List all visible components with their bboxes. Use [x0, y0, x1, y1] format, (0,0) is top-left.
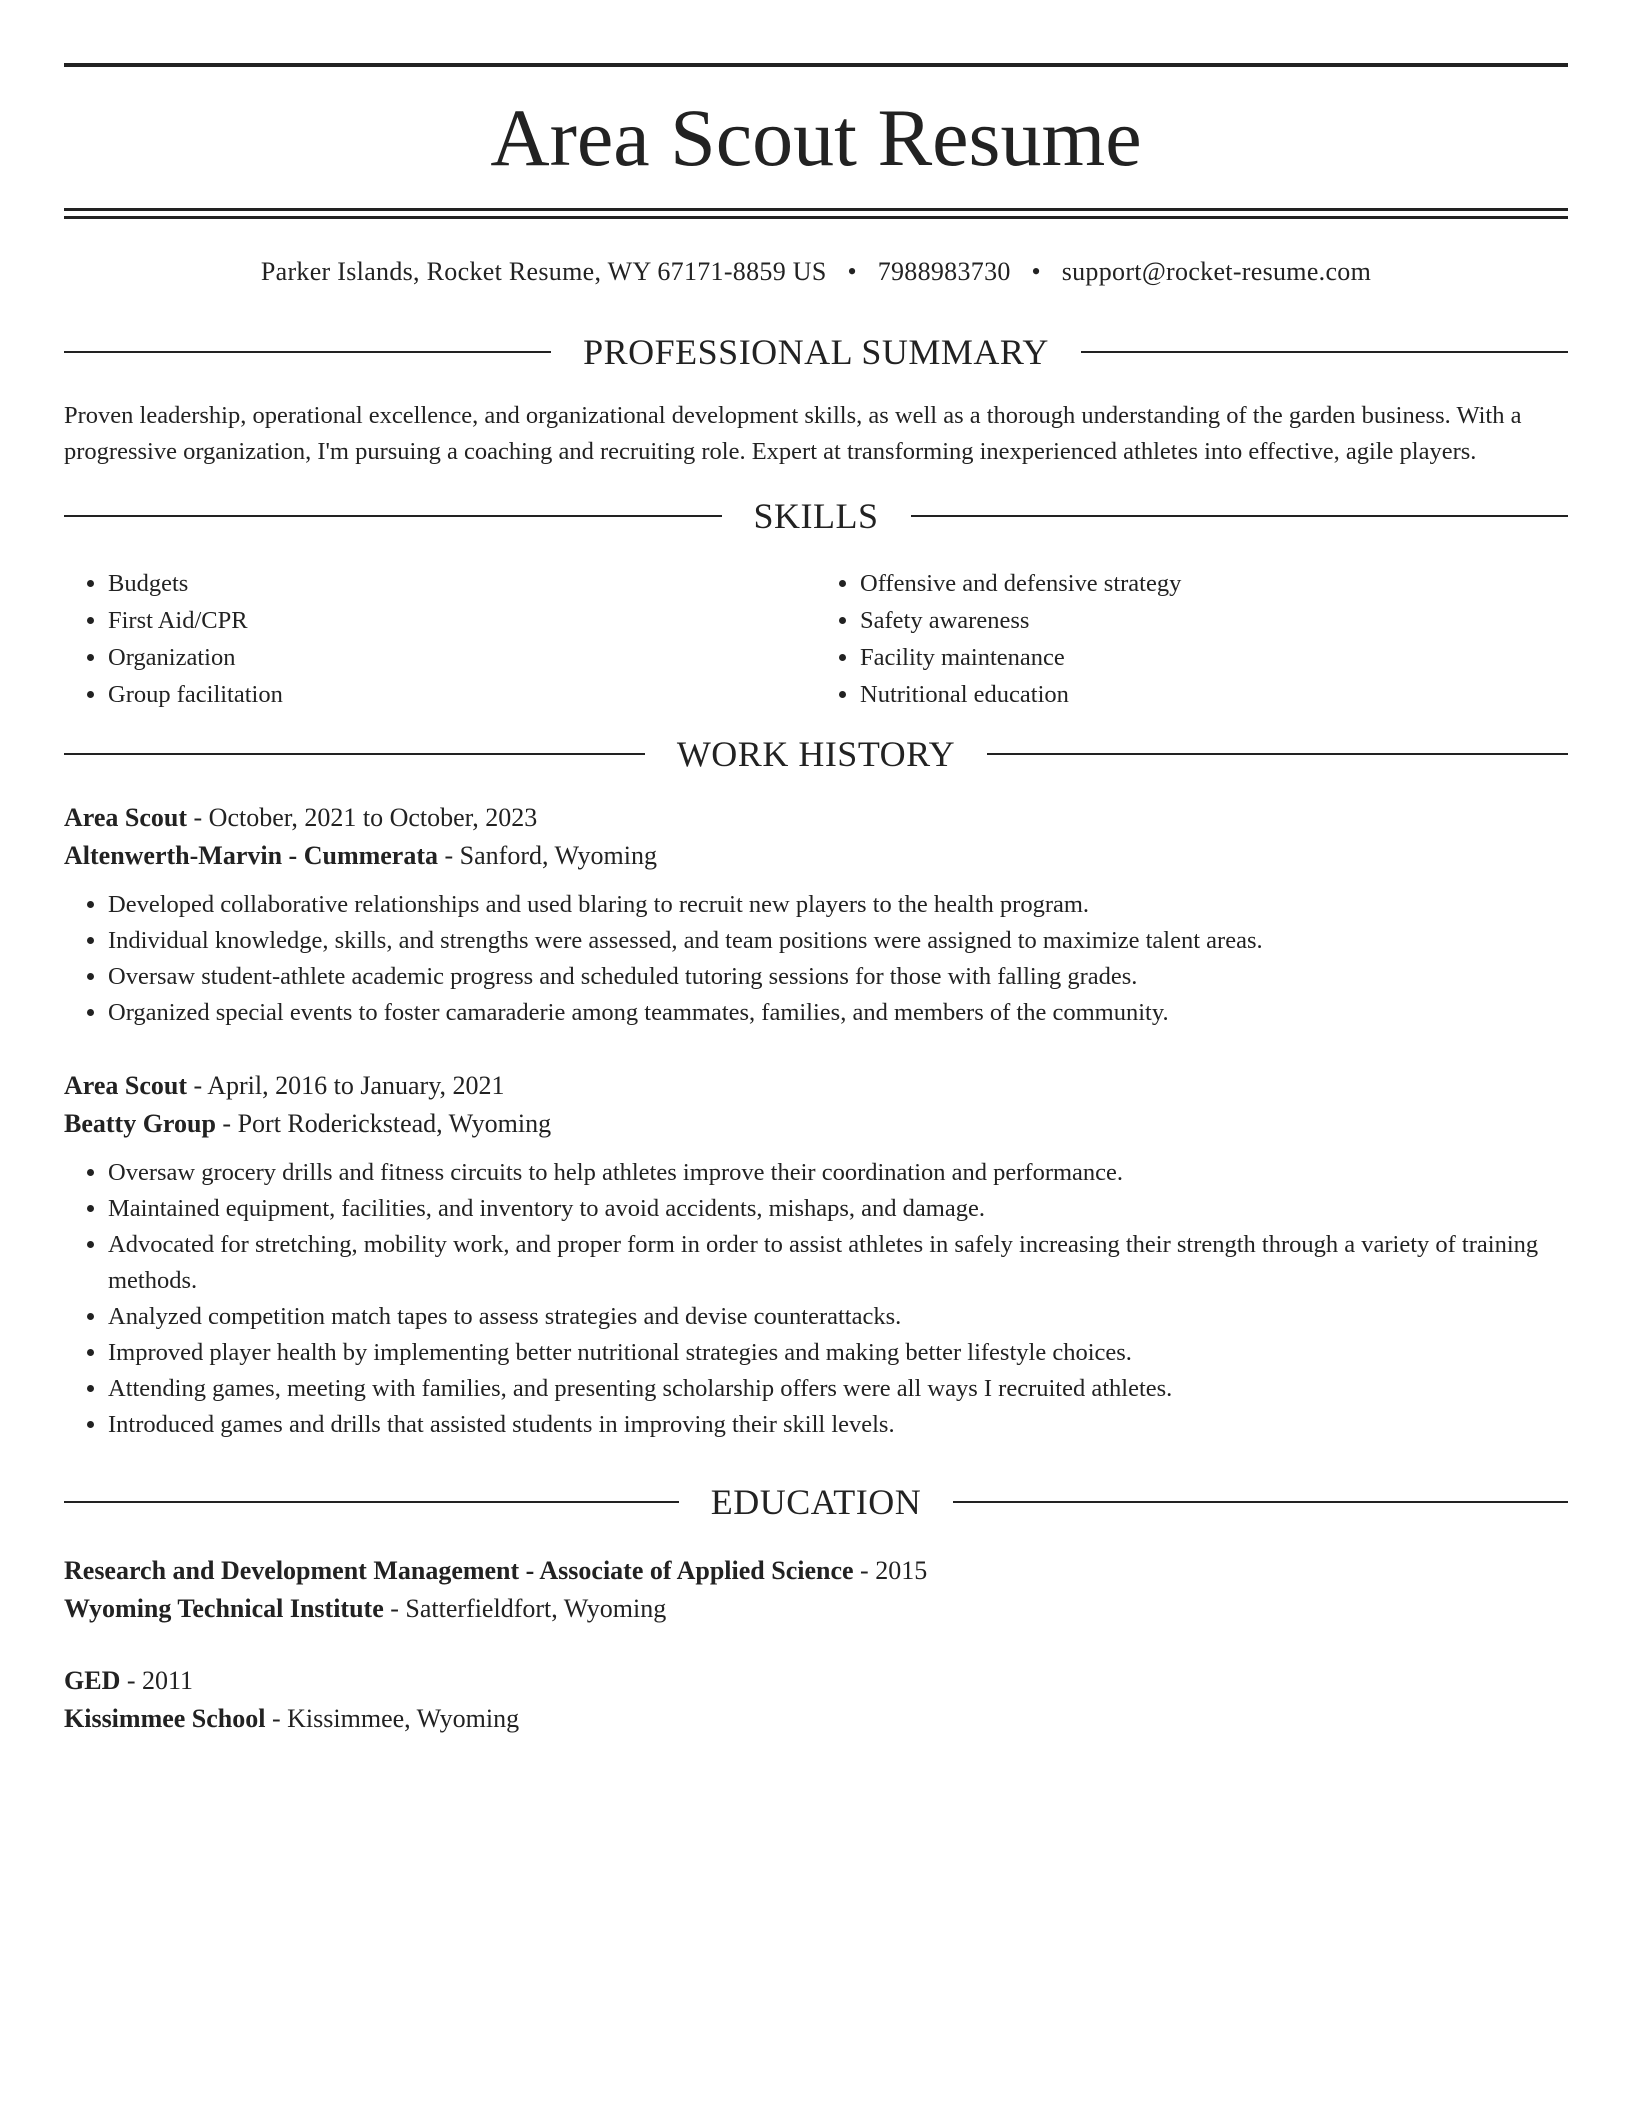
- contact-email: support@rocket-resume.com: [1061, 257, 1372, 286]
- job-bullet: • Organized special events to foster camaraderie among teammates, families, and members of the community.: [108, 995, 1568, 1031]
- job-dates: - April, 2016 to January, 2021: [187, 1071, 505, 1100]
- degree-year: - 2011: [120, 1666, 194, 1695]
- skills-column-left: [64, 565, 816, 713]
- job-location: - Sanford, Wyoming: [438, 841, 657, 870]
- skill-item: • Nutritional education: [860, 676, 1568, 713]
- school-line: [64, 1590, 1568, 1628]
- section-title: PROFESSIONAL SUMMARY: [583, 332, 1049, 372]
- job-bullet: • Introduced games and drills that assisted students in improving their skill levels.: [108, 1407, 1568, 1443]
- school: Kissimmee School: [64, 1704, 266, 1733]
- job-bullet: • Developed collaborative relationships and used blaring to recruit new players to the health program.: [108, 887, 1568, 923]
- school-line: [64, 1700, 1568, 1738]
- skill-item: • Facility maintenance: [860, 639, 1568, 676]
- job-bullet: • Analyzed competition match tapes to assess strategies and devise counterattacks.: [108, 1299, 1568, 1335]
- job-company-line: [64, 837, 1568, 875]
- section-title: EDUCATION: [710, 1482, 922, 1522]
- summary-text: Proven leadership, operational excellence, and organizational development skills, as well as a thorough understanding of the garden business. With a progressive organization, I'm pursuing a coaching and recruiting role. Expert at transforming inexperienced athletes into effective, agile players.: [64, 402, 1522, 465]
- heading-rule: [953, 1501, 1568, 1503]
- heading-rule: [911, 515, 1569, 517]
- job-title: Area Scout: [64, 803, 188, 832]
- job-title: Area Scout: [64, 1071, 188, 1100]
- title-rule-lower: [64, 216, 1568, 219]
- school-location: - Kissimmee, Wyoming: [265, 1704, 520, 1733]
- section-title: SKILLS: [753, 496, 879, 536]
- job-dates: - October, 2021 to October, 2023: [187, 803, 538, 832]
- skills-list: [64, 565, 1568, 713]
- degree-line: [64, 1552, 1568, 1590]
- education-entry: [64, 1662, 1568, 1738]
- skill-item: • Group facilitation: [108, 676, 816, 713]
- education-entry: [64, 1552, 1568, 1628]
- job-company: Beatty Group: [64, 1109, 216, 1138]
- skill-item: • Offensive and defensive strategy: [860, 565, 1568, 602]
- job-bullet: • Maintained equipment, facilities, and inventory to avoid accidents, mishaps, and damage.: [108, 1191, 1568, 1227]
- job-title-line: [64, 1067, 1568, 1105]
- job-company-line: [64, 1105, 1568, 1143]
- section-heading-skills: [64, 494, 1568, 538]
- skill-item: • Safety awareness: [860, 602, 1568, 639]
- heading-rule: [64, 515, 722, 517]
- job-location: - Port Roderickstead, Wyoming: [215, 1109, 552, 1138]
- skills-column-right: [816, 565, 1568, 713]
- heading-rule: [64, 1501, 679, 1503]
- job-company: Altenwerth-Marvin - Cummerata: [64, 841, 439, 870]
- contact-line: [64, 254, 1568, 290]
- contact-address: Parker Islands, Rocket Resume, WY 67171-8859 US: [260, 257, 827, 286]
- section-title: WORK HISTORY: [676, 734, 956, 774]
- heading-rule: [987, 753, 1568, 755]
- contact-separator: •: [1031, 257, 1041, 286]
- degree-line: [64, 1662, 1568, 1700]
- section-heading-summary: [64, 330, 1568, 374]
- page-title: Area Scout Resume: [490, 92, 1142, 183]
- heading-rule: [1081, 351, 1568, 353]
- job-bullet: • Attending games, meeting with families, and presenting scholarship offers were all ways I recruited athletes.: [108, 1371, 1568, 1407]
- heading-rule: [64, 753, 645, 755]
- job-bullets: [64, 1155, 1568, 1443]
- section-heading-education: [64, 1480, 1568, 1524]
- degree: GED: [64, 1666, 121, 1695]
- job-bullet: • Individual knowledge, skills, and strengths were assessed, and team positions were assigned to maximize talent areas.: [108, 923, 1568, 959]
- job-title-line: [64, 799, 1568, 837]
- skill-item: • Budgets: [108, 565, 816, 602]
- job-bullets: [64, 887, 1568, 1031]
- job-bullet: • Oversaw student-athlete academic progress and scheduled tutoring sessions for those with falling grades.: [108, 959, 1568, 995]
- job-entry: [64, 1067, 1568, 1443]
- job-entry: [64, 799, 1568, 1031]
- contact-phone: 7988983730: [877, 257, 1011, 286]
- job-bullet: • Advocated for stretching, mobility work, and proper form in order to assist athletes in safely increasing their strength through a variety of training methods.: [108, 1227, 1568, 1299]
- job-bullet: • Improved player health by implementing better nutritional strategies and making better lifestyle choices.: [108, 1335, 1568, 1371]
- school-location: - Satterfieldfort, Wyoming: [383, 1594, 667, 1623]
- title-rule-upper: [64, 208, 1568, 211]
- school: Wyoming Technical Institute: [64, 1594, 384, 1623]
- degree-year: - 2015: [853, 1556, 928, 1585]
- top-rule: [64, 63, 1568, 67]
- skill-item: • Organization: [108, 639, 816, 676]
- degree: Research and Development Management - Associate of Applied Science: [64, 1556, 854, 1585]
- section-heading-work: [64, 732, 1568, 776]
- contact-separator: •: [847, 257, 857, 286]
- job-bullet: • Oversaw grocery drills and fitness circuits to help athletes improve their coordination and performance.: [108, 1155, 1568, 1191]
- skill-item: • First Aid/CPR: [108, 602, 816, 639]
- heading-rule: [64, 351, 551, 353]
